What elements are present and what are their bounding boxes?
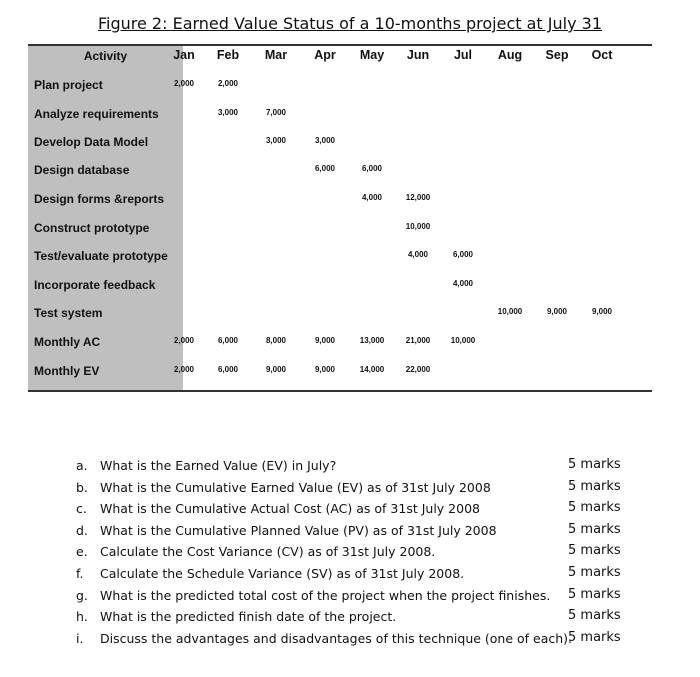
question-marks: 5 marks — [568, 565, 621, 580]
table-cell: 10,000 — [497, 307, 523, 316]
question-text: What is the Earned Value (EV) in July? — [100, 458, 337, 473]
table-cell: 6,000 — [314, 164, 336, 173]
question-marks: 5 marks — [568, 478, 621, 494]
table-cell: 3,000 — [217, 108, 239, 117]
question-letter: e. — [76, 544, 88, 560]
question-item — [76, 544, 435, 559]
table-cell: 21,000 — [405, 336, 431, 345]
table-cell: 10,000 — [450, 336, 476, 345]
table-cell: 12,000 — [405, 193, 431, 202]
question-text: Calculate the Schedule Variance (SV) as of 31st July 2008. — [100, 566, 465, 581]
month-header: Jul — [453, 48, 473, 62]
activity-column — [28, 46, 183, 390]
question-letter: a. — [76, 458, 88, 473]
table-cell: 2,000 — [173, 336, 195, 345]
question-marks: 5 marks — [568, 457, 621, 472]
question-item — [76, 458, 336, 473]
question-text: Discuss the advantages and disadvantages of this technique (one of each). — [100, 630, 573, 646]
row-label: Test/evaluate prototype — [34, 249, 168, 263]
figure-title: Figure 2: Earned Value Status of a 10-months project at July 31 — [97, 14, 602, 33]
month-header: Mar — [264, 48, 288, 62]
question-letter: f. — [76, 566, 84, 581]
table-cell: 6,000 — [217, 336, 239, 345]
month-header: Apr — [314, 48, 336, 62]
question-marks: 5 marks — [568, 629, 621, 645]
row-label: Construct prototype — [34, 221, 150, 235]
table-cell: 4,000 — [452, 279, 474, 288]
table-cell: 14,000 — [359, 365, 385, 374]
question-text: What is the Cumulative Earned Value (EV) as of 31st July 2008 — [100, 479, 491, 495]
row-label: Design database — [34, 163, 130, 177]
question-text: What is the predicted finish date of the project. — [100, 609, 397, 625]
table-cell: 13,000 — [359, 336, 385, 345]
row-label: Analyze requirements — [34, 107, 159, 121]
question-item — [76, 609, 396, 624]
table-cell: 4,000 — [407, 250, 429, 259]
row-label: Monthly AC — [34, 335, 101, 349]
question-letter: g. — [76, 587, 88, 603]
question-letter: h. — [76, 609, 88, 625]
table-cell: 8,000 — [265, 336, 287, 345]
row-label: Plan project — [34, 78, 103, 92]
month-header: Aug — [497, 48, 523, 62]
table-cell: 6,000 — [217, 365, 239, 374]
month-header: Feb — [216, 48, 240, 62]
question-marks: 5 marks — [568, 586, 621, 602]
question-letter: c. — [76, 501, 87, 517]
question-letter: i. — [76, 630, 84, 646]
table-cell: 7,000 — [265, 108, 287, 117]
question-text: What is the Cumulative Planned Value (PV) as of 31st July 2008 — [100, 522, 497, 538]
month-header: Jun — [406, 48, 430, 62]
table-cell: 9,000 — [314, 365, 336, 374]
row-label: Test system — [34, 306, 103, 320]
table-cell: 9,000 — [265, 365, 287, 374]
table-cell: 22,000 — [405, 365, 431, 374]
row-label: Design forms &reports — [34, 192, 165, 206]
question-item — [76, 480, 491, 495]
question-letter: d. — [76, 522, 88, 538]
question-letter: b. — [76, 479, 88, 495]
table-cell: 3,000 — [314, 136, 336, 145]
question-marks: 5 marks — [568, 543, 621, 559]
table-cell: 6,000 — [361, 164, 383, 173]
question-marks: 5 marks — [568, 521, 621, 537]
question-text: Calculate the Cost Variance (CV) as of 31st July 2008. — [100, 544, 436, 560]
table-cell: 2,000 — [173, 79, 195, 88]
table-cell: 4,000 — [361, 193, 383, 202]
month-header: Jan — [173, 48, 195, 62]
row-label: Monthly EV — [34, 364, 100, 378]
question-item — [76, 501, 480, 516]
question-marks: 5 marks — [568, 608, 621, 624]
table-cell: 2,000 — [217, 79, 239, 88]
activity-header: Activity — [83, 49, 128, 63]
month-header: Oct — [591, 48, 613, 62]
table-cell: 10,000 — [405, 222, 431, 231]
month-header: Sep — [545, 48, 569, 62]
table-cell: 9,000 — [546, 307, 568, 316]
question-item — [76, 631, 572, 646]
row-label: Develop Data Model — [34, 135, 149, 149]
month-header: May — [359, 48, 385, 62]
question-text: What is the predicted total cost of the project when the project finishes. — [100, 587, 551, 603]
table-cell: 9,000 — [591, 307, 613, 316]
earned-value-table — [28, 44, 652, 392]
table-cell: 9,000 — [314, 336, 336, 345]
question-item — [76, 588, 550, 603]
question-text: What is the Cumulative Actual Cost (AC) as of 31st July 2008 — [100, 501, 480, 517]
table-cell: 6,000 — [452, 250, 474, 259]
question-item — [76, 566, 464, 581]
table-cell: 2,000 — [173, 365, 195, 374]
question-marks: 5 marks — [568, 500, 621, 516]
row-label: Incorporate feedback — [34, 278, 156, 292]
table-cell: 3,000 — [265, 136, 287, 145]
question-item — [76, 523, 497, 538]
